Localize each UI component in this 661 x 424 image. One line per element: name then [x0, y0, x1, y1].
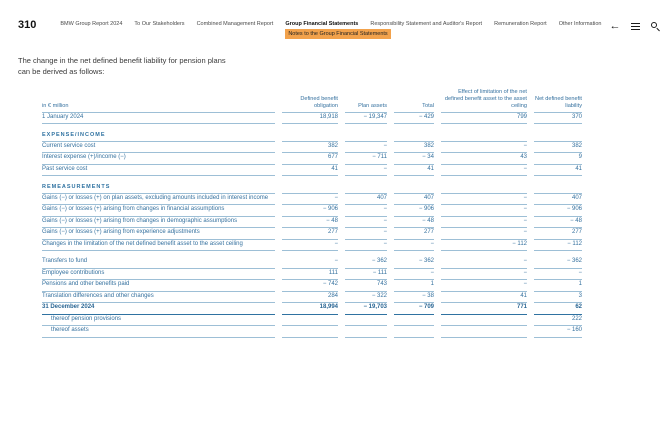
table-row — [42, 326, 582, 338]
row-label: EXPENSE/INCOME — [42, 132, 275, 142]
row-label: thereof assets — [42, 327, 275, 338]
cell-value: 799 — [441, 114, 527, 125]
row-label: 1 January 2024 — [42, 114, 275, 125]
cell-value: − 906 — [534, 206, 582, 217]
cell-value: 43 — [441, 154, 527, 165]
cell-value: 284 — [282, 293, 338, 304]
cell-value: − 112 — [534, 241, 582, 252]
table-row — [42, 292, 582, 304]
cell-value — [534, 139, 582, 142]
table-row — [42, 280, 582, 292]
row-label: thereof pension provisions — [42, 316, 275, 327]
cell-value: − 48 — [282, 218, 338, 229]
cell-value: 41 — [394, 166, 434, 177]
cell-value: 9 — [534, 154, 582, 165]
table-row — [42, 257, 582, 269]
cell-value: − — [282, 258, 338, 269]
row-label: Translation differences and other changes — [42, 293, 275, 304]
cell-value: 1 — [534, 281, 582, 292]
table-unit-label: in € million — [42, 103, 275, 113]
cell-value: − — [441, 166, 527, 177]
nav-item-label: Remuneration Report — [494, 21, 547, 27]
cell-value: 1 — [394, 281, 434, 292]
cell-value: − — [394, 241, 434, 252]
column-header: Defined benefit obligation — [282, 96, 338, 113]
cell-value: 382 — [534, 143, 582, 154]
arrow-left-icon[interactable]: ← — [609, 20, 621, 32]
header-icons — [609, 20, 661, 32]
column-header: Net defined benefit liability — [534, 96, 582, 113]
cell-value: − — [441, 281, 527, 292]
cell-value: 62 — [534, 304, 582, 315]
cell-value: − 160 — [534, 327, 582, 338]
table-row — [42, 182, 582, 194]
cell-value: − 742 — [282, 281, 338, 292]
table-row — [42, 165, 582, 177]
cell-value: 407 — [534, 195, 582, 206]
cell-value: 111 — [282, 270, 338, 281]
cell-value — [394, 335, 434, 338]
nav-item-label: Other Information — [558, 21, 602, 27]
page-number: 310 — [18, 19, 37, 31]
pension-liability-table — [42, 89, 582, 338]
cell-value: − — [345, 206, 387, 217]
cell-value — [345, 191, 387, 194]
nav-item-label: Responsibility Statement and Auditor's Report — [370, 21, 483, 27]
cell-value: − — [345, 218, 387, 229]
cell-value: 677 — [282, 154, 338, 165]
row-label: Pensions and other benefits paid — [42, 281, 275, 292]
row-label: Gains (−) or losses (+) arising from changes in demographic assumptions — [42, 218, 275, 229]
cell-value: 277 — [534, 229, 582, 240]
cell-value: − 38 — [394, 293, 434, 304]
row-label: Changes in the limitation of the net defined benefit asset to the asset ceiling — [42, 241, 275, 252]
cell-value: − 48 — [394, 218, 434, 229]
nav-item-label: BMW Group Report 2024 — [60, 21, 123, 27]
nav-item[interactable] — [60, 21, 122, 27]
menu-icon[interactable] — [631, 21, 640, 31]
cell-value: − 322 — [345, 293, 387, 304]
table-row — [42, 113, 582, 125]
cell-value: 41 — [441, 293, 527, 304]
cell-value: − — [441, 258, 527, 269]
cell-value: − — [282, 195, 338, 206]
row-label: 31 December 2024 — [42, 304, 275, 315]
cell-value: − — [345, 143, 387, 154]
cell-value: − 48 — [534, 218, 582, 229]
cell-value — [441, 323, 527, 326]
cell-value: − — [441, 229, 527, 240]
table-row — [42, 228, 582, 240]
cell-value: − 906 — [394, 206, 434, 217]
nav-item-label: Combined Management Report — [196, 21, 274, 27]
table-row — [42, 303, 582, 315]
cell-value: − 709 — [394, 304, 434, 315]
cell-value: − 34 — [394, 154, 434, 165]
column-header: Plan assets — [345, 103, 387, 113]
cell-value: 41 — [282, 166, 338, 177]
cell-value: − 429 — [394, 114, 434, 125]
cell-value: − — [441, 270, 527, 281]
cell-value: 370 — [534, 114, 582, 125]
cell-value: − — [441, 206, 527, 217]
table-row — [42, 130, 582, 142]
intro-text — [18, 56, 582, 77]
cell-value: 407 — [345, 195, 387, 206]
cell-value: − — [345, 166, 387, 177]
cell-value: 41 — [534, 166, 582, 177]
nav-item[interactable] — [494, 21, 547, 27]
cell-value — [394, 139, 434, 142]
table-row — [42, 315, 582, 327]
cell-value: − — [345, 229, 387, 240]
cell-value — [282, 139, 338, 142]
cell-value — [345, 139, 387, 142]
cell-value: − 906 — [282, 206, 338, 217]
cell-value: 382 — [394, 143, 434, 154]
cell-value — [345, 335, 387, 338]
table-row — [42, 240, 582, 252]
cell-value: − — [441, 195, 527, 206]
cell-value: − — [441, 143, 527, 154]
nav-item[interactable] — [285, 21, 388, 37]
cell-value — [441, 191, 527, 194]
row-label: REMEASUREMENTS — [42, 184, 275, 194]
cell-value: − 112 — [441, 241, 527, 252]
intro-line-1: The change in the net defined benefit liability for pension plans — [18, 56, 226, 65]
row-label: Gains (−) or losses (+) on plan assets, excluding amounts included in interest income — [42, 195, 275, 206]
cell-value: − — [441, 218, 527, 229]
cell-value: 382 — [282, 143, 338, 154]
cell-value: − — [345, 241, 387, 252]
cell-value: − — [534, 270, 582, 281]
cell-value: 222 — [534, 316, 582, 327]
subnav-item-notes[interactable]: Notes to the Group Financial Statements — [285, 29, 390, 39]
cell-value — [441, 139, 527, 142]
cell-value: − 711 — [345, 154, 387, 165]
top-bar — [0, 0, 621, 37]
search-icon[interactable] — [651, 22, 661, 32]
cell-value: 407 — [394, 195, 434, 206]
report-nav — [60, 20, 602, 37]
table-row — [42, 217, 582, 229]
nav-item[interactable] — [370, 21, 482, 27]
column-header: Total — [394, 103, 434, 113]
nav-item[interactable] — [197, 21, 274, 27]
cell-value: 277 — [394, 229, 434, 240]
nav-item[interactable] — [134, 21, 184, 27]
table-header-row — [42, 89, 582, 113]
cell-value — [282, 323, 338, 326]
nav-item-label: To Our Stakeholders — [134, 21, 185, 27]
table-row — [42, 153, 582, 165]
cell-value: − 362 — [534, 258, 582, 269]
cell-value — [394, 191, 434, 194]
cell-value: 18,994 — [282, 304, 338, 315]
intro-line-2: can be derived as follows: — [18, 66, 105, 76]
cell-value: − 362 — [345, 258, 387, 269]
cell-value: 743 — [345, 281, 387, 292]
row-label: Employee contributions — [42, 270, 275, 281]
cell-value: − 362 — [394, 258, 434, 269]
row-label: Transfers to fund — [42, 258, 275, 269]
row-label: Past service cost — [42, 166, 275, 177]
cell-value — [441, 335, 527, 338]
cell-value — [534, 191, 582, 194]
cell-value: 771 — [441, 304, 527, 315]
cell-value: 3 — [534, 293, 582, 304]
cell-value — [282, 191, 338, 194]
cell-value: − 111 — [345, 270, 387, 281]
nav-item-label: Group Financial Statements — [285, 21, 359, 27]
cell-value: − — [394, 270, 434, 281]
cell-value: 18,918 — [282, 114, 338, 125]
cell-value: 277 — [282, 229, 338, 240]
row-label: Gains (−) or losses (+) arising from changes in financial assumptions — [42, 206, 275, 217]
column-header: Effect of limitation of the net defined benefit asset to the asset ceiling — [441, 89, 527, 113]
cell-value — [394, 323, 434, 326]
table-row — [42, 205, 582, 217]
row-label: Gains (−) or losses (+) arising from experience adjustments — [42, 229, 275, 240]
cell-value: − 19,347 — [345, 114, 387, 125]
cell-value — [345, 323, 387, 326]
cell-value — [282, 335, 338, 338]
row-label: Interest expense (+)/income (−) — [42, 154, 275, 165]
table-row — [42, 269, 582, 281]
nav-item[interactable] — [559, 21, 602, 27]
table-row — [42, 142, 582, 154]
cell-value: − — [282, 241, 338, 252]
table-row — [42, 194, 582, 206]
row-label: Current service cost — [42, 143, 275, 154]
cell-value: − 19,703 — [345, 304, 387, 315]
